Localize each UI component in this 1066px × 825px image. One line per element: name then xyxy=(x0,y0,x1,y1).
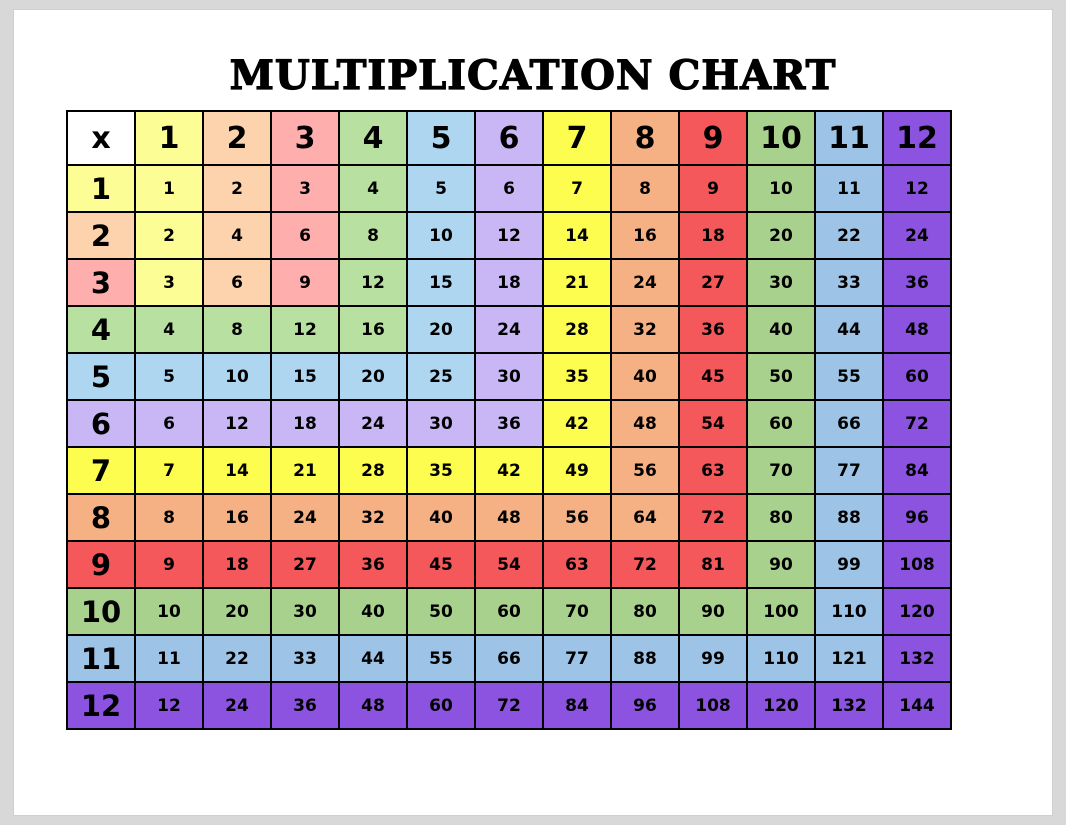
column-header: 11 xyxy=(816,112,882,164)
table-cell: 63 xyxy=(680,448,746,493)
table-cell: 21 xyxy=(272,448,338,493)
table-cell: 60 xyxy=(476,589,542,634)
table-cell: 22 xyxy=(816,213,882,258)
column-header: 7 xyxy=(544,112,610,164)
table-cell: 20 xyxy=(408,307,474,352)
table-cell: 48 xyxy=(476,495,542,540)
table-cell: 6 xyxy=(136,401,202,446)
table-cell: 10 xyxy=(136,589,202,634)
table-cell: 20 xyxy=(748,213,814,258)
table-cell: 44 xyxy=(340,636,406,681)
table-cell: 15 xyxy=(408,260,474,305)
table-cell: 33 xyxy=(272,636,338,681)
table-cell: 60 xyxy=(408,683,474,728)
table-cell: 16 xyxy=(612,213,678,258)
row-header: 1 xyxy=(68,166,134,211)
table-cell: 15 xyxy=(272,354,338,399)
table-cell: 4 xyxy=(136,307,202,352)
table-cell: 9 xyxy=(680,166,746,211)
table-cell: 1 xyxy=(136,166,202,211)
table-row xyxy=(68,260,950,305)
row-header: 10 xyxy=(68,589,134,634)
table-cell: 36 xyxy=(884,260,950,305)
table-cell: 84 xyxy=(544,683,610,728)
table-cell: 110 xyxy=(748,636,814,681)
table-cell: 88 xyxy=(612,636,678,681)
table-row xyxy=(68,589,950,634)
table-cell: 54 xyxy=(476,542,542,587)
multiplication-grid xyxy=(66,110,952,730)
row-header: 9 xyxy=(68,542,134,587)
table-cell: 12 xyxy=(204,401,270,446)
table-cell: 6 xyxy=(204,260,270,305)
table-cell: 12 xyxy=(476,213,542,258)
column-header: 8 xyxy=(612,112,678,164)
table-cell: 77 xyxy=(544,636,610,681)
chart-page xyxy=(14,10,1052,815)
table-cell: 18 xyxy=(680,213,746,258)
table-cell: 18 xyxy=(272,401,338,446)
column-header: 5 xyxy=(408,112,474,164)
column-header: 2 xyxy=(204,112,270,164)
table-cell: 3 xyxy=(136,260,202,305)
table-cell: 12 xyxy=(340,260,406,305)
table-cell: 56 xyxy=(544,495,610,540)
table-cell: 45 xyxy=(680,354,746,399)
column-header: 9 xyxy=(680,112,746,164)
table-cell: 108 xyxy=(680,683,746,728)
table-cell: 36 xyxy=(340,542,406,587)
table-cell: 63 xyxy=(544,542,610,587)
table-cell: 12 xyxy=(136,683,202,728)
table-cell: 35 xyxy=(408,448,474,493)
row-header: 4 xyxy=(68,307,134,352)
table-row xyxy=(68,354,950,399)
table-cell: 25 xyxy=(408,354,474,399)
table-cell: 4 xyxy=(340,166,406,211)
table-cell: 12 xyxy=(272,307,338,352)
table-cell: 42 xyxy=(544,401,610,446)
column-header: 4 xyxy=(340,112,406,164)
table-row xyxy=(68,213,950,258)
table-cell: 2 xyxy=(204,166,270,211)
table-cell: 10 xyxy=(408,213,474,258)
table-cell: 11 xyxy=(816,166,882,211)
table-cell: 44 xyxy=(816,307,882,352)
table-cell: 40 xyxy=(748,307,814,352)
table-cell: 48 xyxy=(340,683,406,728)
table-row xyxy=(68,448,950,493)
table-cell: 88 xyxy=(816,495,882,540)
table-cell: 84 xyxy=(884,448,950,493)
column-header: 10 xyxy=(748,112,814,164)
table-cell: 99 xyxy=(816,542,882,587)
table-cell: 36 xyxy=(272,683,338,728)
table-cell: 30 xyxy=(408,401,474,446)
table-cell: 3 xyxy=(272,166,338,211)
table-cell: 80 xyxy=(748,495,814,540)
table-cell: 48 xyxy=(612,401,678,446)
table-cell: 49 xyxy=(544,448,610,493)
table-cell: 60 xyxy=(884,354,950,399)
table-cell: 10 xyxy=(204,354,270,399)
table-cell: 8 xyxy=(340,213,406,258)
table-cell: 56 xyxy=(612,448,678,493)
table-cell: 121 xyxy=(816,636,882,681)
column-header: 3 xyxy=(272,112,338,164)
table-cell: 18 xyxy=(476,260,542,305)
row-header: 11 xyxy=(68,636,134,681)
column-header: 1 xyxy=(136,112,202,164)
table-cell: 7 xyxy=(136,448,202,493)
table-cell: 80 xyxy=(612,589,678,634)
row-header: 12 xyxy=(68,683,134,728)
table-cell: 144 xyxy=(884,683,950,728)
table-cell: 90 xyxy=(680,589,746,634)
table-row xyxy=(68,542,950,587)
table-cell: 120 xyxy=(884,589,950,634)
table-cell: 8 xyxy=(612,166,678,211)
table-header-row xyxy=(68,112,950,164)
table-cell: 24 xyxy=(272,495,338,540)
table-cell: 96 xyxy=(884,495,950,540)
table-cell: 7 xyxy=(544,166,610,211)
table-cell: 12 xyxy=(884,166,950,211)
table-cell: 40 xyxy=(612,354,678,399)
table-cell: 36 xyxy=(680,307,746,352)
table-cell: 24 xyxy=(476,307,542,352)
table-cell: 27 xyxy=(272,542,338,587)
table-cell: 72 xyxy=(680,495,746,540)
table-cell: 2 xyxy=(136,213,202,258)
table-cell: 21 xyxy=(544,260,610,305)
table-cell: 42 xyxy=(476,448,542,493)
table-cell: 50 xyxy=(748,354,814,399)
row-header: 5 xyxy=(68,354,134,399)
table-cell: 99 xyxy=(680,636,746,681)
table-row xyxy=(68,307,950,352)
table-cell: 40 xyxy=(340,589,406,634)
table-cell: 132 xyxy=(816,683,882,728)
row-header: 3 xyxy=(68,260,134,305)
table-cell: 81 xyxy=(680,542,746,587)
table-cell: 30 xyxy=(748,260,814,305)
table-cell: 28 xyxy=(340,448,406,493)
table-cell: 55 xyxy=(816,354,882,399)
table-cell: 8 xyxy=(136,495,202,540)
table-cell: 66 xyxy=(476,636,542,681)
table-cell: 64 xyxy=(612,495,678,540)
page-title: MULTIPLICATION CHART xyxy=(229,52,837,99)
table-cell: 35 xyxy=(544,354,610,399)
table-cell: 28 xyxy=(544,307,610,352)
table-cell: 24 xyxy=(340,401,406,446)
table-row xyxy=(68,683,950,728)
table-cell: 40 xyxy=(408,495,474,540)
table-cell: 70 xyxy=(544,589,610,634)
table-cell: 8 xyxy=(204,307,270,352)
table-cell: 55 xyxy=(408,636,474,681)
table-cell: 18 xyxy=(204,542,270,587)
row-header: 8 xyxy=(68,495,134,540)
row-header: 6 xyxy=(68,401,134,446)
table-cell: 14 xyxy=(544,213,610,258)
table-cell: 24 xyxy=(612,260,678,305)
table-cell: 27 xyxy=(680,260,746,305)
table-cell: 32 xyxy=(612,307,678,352)
table-cell: 48 xyxy=(884,307,950,352)
table-cell: 4 xyxy=(204,213,270,258)
table-cell: 66 xyxy=(816,401,882,446)
corner-label: x xyxy=(68,112,134,164)
table-cell: 72 xyxy=(884,401,950,446)
table-cell: 50 xyxy=(408,589,474,634)
table-cell: 110 xyxy=(816,589,882,634)
table-cell: 5 xyxy=(408,166,474,211)
table-cell: 32 xyxy=(340,495,406,540)
table-cell: 5 xyxy=(136,354,202,399)
table-row xyxy=(68,166,950,211)
table-cell: 60 xyxy=(748,401,814,446)
table-cell: 20 xyxy=(204,589,270,634)
table-cell: 90 xyxy=(748,542,814,587)
table-cell: 24 xyxy=(884,213,950,258)
table-cell: 30 xyxy=(476,354,542,399)
table-cell: 6 xyxy=(272,213,338,258)
table-cell: 30 xyxy=(272,589,338,634)
table-cell: 132 xyxy=(884,636,950,681)
row-header: 2 xyxy=(68,213,134,258)
row-header: 7 xyxy=(68,448,134,493)
table-cell: 6 xyxy=(476,166,542,211)
table-cell: 54 xyxy=(680,401,746,446)
table-cell: 77 xyxy=(816,448,882,493)
table-cell: 120 xyxy=(748,683,814,728)
table-cell: 72 xyxy=(612,542,678,587)
table-cell: 70 xyxy=(748,448,814,493)
table-cell: 20 xyxy=(340,354,406,399)
table-cell: 22 xyxy=(204,636,270,681)
column-header: 6 xyxy=(476,112,542,164)
table-cell: 45 xyxy=(408,542,474,587)
table-cell: 9 xyxy=(272,260,338,305)
table-cell: 96 xyxy=(612,683,678,728)
table-cell: 72 xyxy=(476,683,542,728)
table-row xyxy=(68,401,950,446)
table-row xyxy=(68,495,950,540)
multiplication-table xyxy=(66,110,952,730)
table-cell: 14 xyxy=(204,448,270,493)
table-cell: 16 xyxy=(204,495,270,540)
table-cell: 36 xyxy=(476,401,542,446)
table-row xyxy=(68,636,950,681)
table-cell: 24 xyxy=(204,683,270,728)
table-cell: 9 xyxy=(136,542,202,587)
table-cell: 100 xyxy=(748,589,814,634)
table-cell: 16 xyxy=(340,307,406,352)
column-header: 12 xyxy=(884,112,950,164)
table-cell: 10 xyxy=(748,166,814,211)
table-cell: 108 xyxy=(884,542,950,587)
table-cell: 33 xyxy=(816,260,882,305)
table-cell: 11 xyxy=(136,636,202,681)
